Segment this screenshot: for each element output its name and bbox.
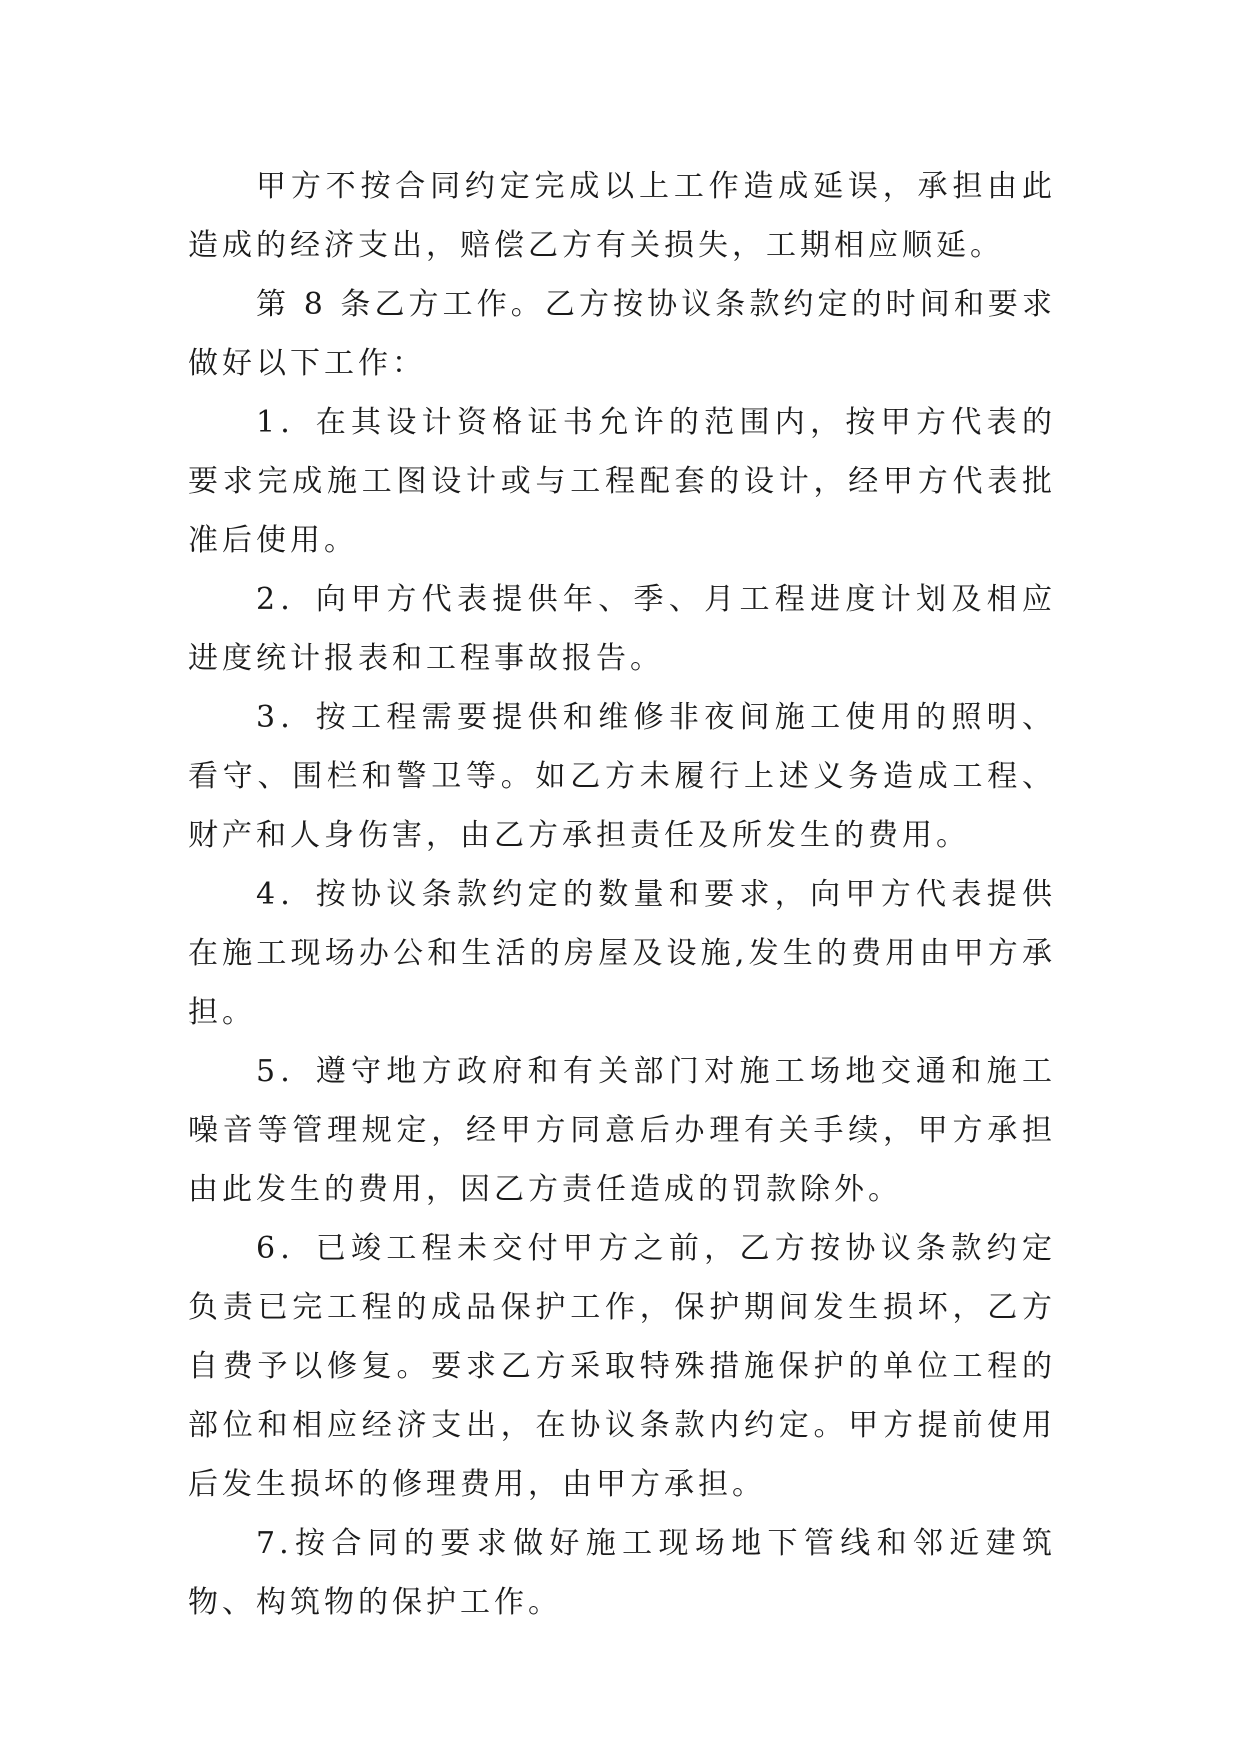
paragraph-item-1: 1．在其设计资格证书允许的范围内，按甲方代表的要求完成施工图设计或与工程配套的设计，经甲方代表批准后使用。 xyxy=(188,405,1056,558)
paragraph-item-4: 4．按协议条款约定的数量和要求，向甲方代表提供在施工现场办公和生活的房屋及设施,发生的费用由甲方承担。 xyxy=(188,877,1056,1030)
paragraph-item-3: 3．按工程需要提供和维修非夜间施工使用的照明、看守、围栏和警卫等。如乙方未履行上述义务造成工程、财产和人身伤害，由乙方承担责任及所发生的费用。 xyxy=(188,700,1056,853)
paragraph-delay-liability: 甲方不按合同约定完成以上工作造成延误，承担由此造成的经济支出，赔偿乙方有关损失，工期相应顺延。 xyxy=(188,169,1056,263)
paragraph-item-6: 6．已竣工程未交付甲方之前，乙方按协议条款约定负责已完工程的成品保护工作，保护期间发生损坏，乙方自费予以修复。要求乙方采取特殊措施保护的单位工程的部位和相应经济支出，在协议条款内约定。甲方提前使用后发生损坏的修理费用，由甲方承担。 xyxy=(188,1231,1056,1502)
paragraph-item-5: 5．遵守地方政府和有关部门对施工场地交通和施工噪音等管理规定，经甲方同意后办理有关手续，甲方承担由此发生的费用，因乙方责任造成的罚款除外。 xyxy=(188,1054,1056,1207)
paragraph-item-7: 7.按合同的要求做好施工现场地下管线和邻近建筑物、构筑物的保护工作。 xyxy=(188,1526,1056,1620)
paragraph-item-2: 2．向甲方代表提供年、季、月工程进度计划及相应进度统计报表和工程事故报告。 xyxy=(188,582,1056,676)
paragraph-article-8-heading: 第 8 条乙方工作。乙方按协议条款约定的时间和要求做好以下工作： xyxy=(188,287,1056,381)
document-body xyxy=(188,157,1056,1632)
